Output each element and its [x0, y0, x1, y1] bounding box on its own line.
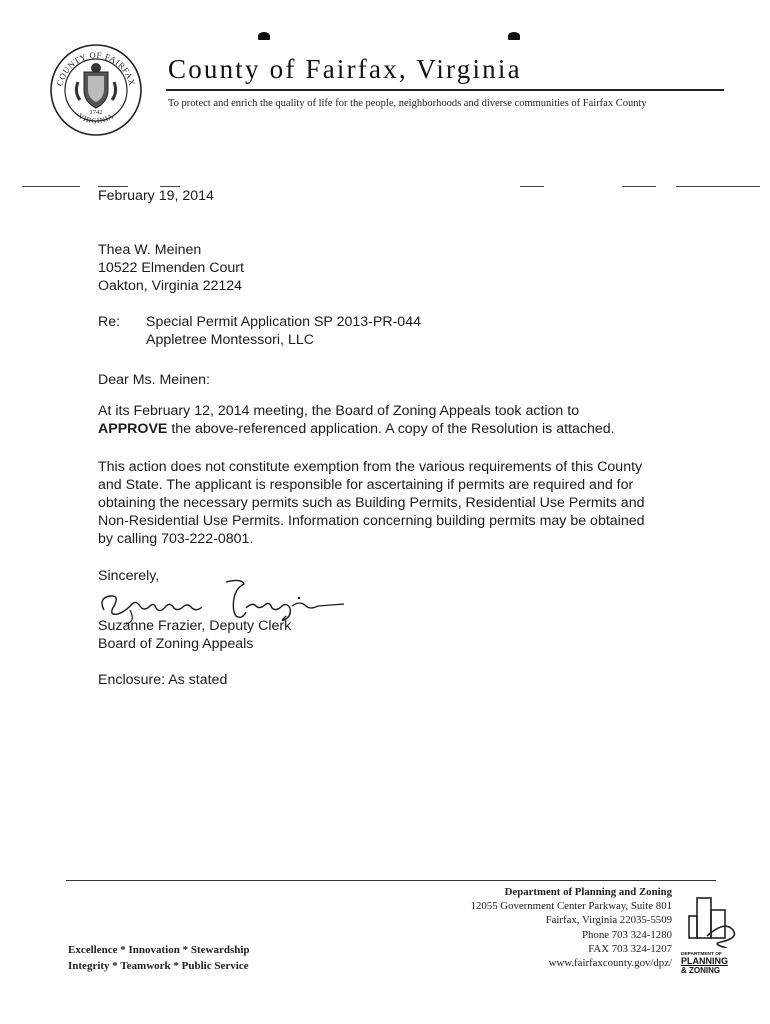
paragraph-line: Non-Residential Use Permits. Information concerning building permits may be obtained	[98, 513, 645, 529]
department-website[interactable]: www.fairfaxcounty.gov/dpz/	[548, 957, 672, 970]
paragraph-approval-line2	[98, 420, 698, 438]
recipient-street: 10522 Elmenden Court	[98, 260, 244, 276]
logo-planning: PLANNING	[681, 956, 728, 966]
recipient-city: Oakton, Virginia 22124	[98, 278, 243, 294]
signer-name: Suzanne Frazier, Deputy Clerk	[98, 618, 292, 634]
department-name: Department of Planning and Zoning	[504, 886, 672, 898]
signer-block	[98, 617, 291, 653]
logo-zoning: & ZONING	[681, 966, 721, 975]
closing: Sincerely,	[98, 568, 160, 584]
county-seal	[48, 42, 144, 138]
motto-line-1: Excellence * Innovation * Stewardship	[68, 944, 250, 956]
seal-year: 1742	[89, 109, 103, 116]
salutation: Dear Ms. Meinen:	[98, 372, 210, 388]
department-address-line2: Fairfax, Virginia 22035-5509	[545, 914, 672, 927]
subject-application: Special Permit Application SP 2013-PR-044	[146, 314, 421, 330]
seal-top-text: COUNTY OF FAIRFAX	[54, 49, 138, 88]
footer-rule	[66, 880, 716, 881]
scan-rule	[622, 186, 656, 187]
paragraph-approval	[98, 402, 698, 438]
paragraph-line: and State. The applicant is responsible for ascertaining if permits are required and for	[98, 477, 634, 493]
scan-rule	[22, 186, 80, 187]
paragraph-line: This action does not constitute exemption from the various requirements of this County	[98, 459, 643, 475]
approval-detail: the above-referenced application. A copy of the Resolution is attached.	[167, 421, 615, 437]
scan-rule	[676, 186, 760, 187]
scan-rule	[520, 186, 544, 187]
logo-dept-of: DEPARTMENT OF	[681, 952, 722, 957]
letterhead-rule	[166, 89, 724, 91]
scan-artifact	[508, 32, 520, 40]
enclosure-note: Enclosure: As stated	[98, 672, 228, 688]
paragraph-requirements	[98, 458, 698, 548]
signer-organization: Board of Zoning Appeals	[98, 636, 254, 652]
recipient-address	[98, 241, 244, 295]
department-fax: FAX 703 324-1207	[588, 942, 672, 955]
recipient-name: Thea W. Meinen	[98, 242, 202, 258]
subject-lines	[146, 313, 421, 349]
paragraph-line: by calling 703-222-0801.	[98, 531, 254, 547]
county-title: County of Fairfax, Virginia	[168, 54, 522, 84]
scan-artifact	[258, 32, 270, 40]
planning-zoning-logo	[681, 890, 741, 974]
re-label: Re:	[98, 314, 121, 330]
department-address-line1: 12055 Government Center Parkway, Suite 801	[470, 900, 672, 913]
paragraph-line: obtaining the necessary permits such as Building Permits, Residential Use Permits and	[98, 495, 645, 511]
approve-keyword: APPROVE	[98, 421, 168, 437]
motto-line-2: Integrity * Teamwork * Public Service	[68, 960, 249, 972]
department-phone: Phone 703 324-1280	[582, 928, 672, 941]
letter-date: February 19, 2014	[98, 188, 214, 204]
seal-bottom-text: VIRGINIA	[76, 111, 116, 126]
department-address-block	[471, 885, 672, 970]
subject-applicant: Appletree Montessori, LLC	[146, 332, 314, 348]
county-tagline: To protect and enrich the quality of life for the people, neighborhoods and diverse communities of Fairfax County	[168, 98, 647, 109]
paragraph-approval-line1: At its February 12, 2014 meeting, the Board of Zoning Appeals took action to	[98, 403, 580, 419]
